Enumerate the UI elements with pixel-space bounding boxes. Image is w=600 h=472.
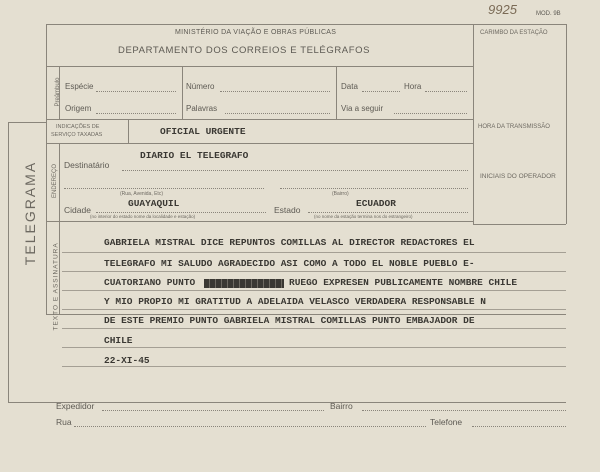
estado-hint: (no nome da estação termina nos do estrangeiro) <box>314 214 413 219</box>
cidade-value: GUAYAQUIL <box>128 198 180 209</box>
message-line-3a: CUATORIANO PUNTO <box>104 277 196 288</box>
message-line-2: TELEGRAFO MI SALUDO AGRADECIDO ASI COMO A TODO EL NOBLE PUEBLO E- <box>104 258 475 269</box>
transmission-time-label: HORA DA TRANSMISSÃO <box>478 124 550 130</box>
cidade-hint: (no interior do estado nome da localidade e estação) <box>90 214 196 219</box>
handwritten-number: 9925 <box>488 2 517 17</box>
via-label: Via a seguir <box>341 104 384 113</box>
especie-label: Espécie <box>65 82 94 91</box>
palavras-label: Palavras <box>186 104 218 113</box>
taxed-value: OFICIAL URGENTE <box>160 126 246 137</box>
ministry-title: MINISTÉRIO DA VIAÇÃO E OBRAS PÚBLICAS <box>175 29 337 36</box>
text-signature-label: TEXTO E ASSINATURA <box>52 242 60 331</box>
station-stamp-label: CARIMBO DA ESTAÇÃO <box>480 30 548 36</box>
rua-label: Rua <box>56 417 72 427</box>
bairro-label: Bairro <box>330 401 353 411</box>
expedidor-label: Expedidor <box>56 401 95 411</box>
address-label: ENDEREÇO <box>52 164 58 199</box>
telefone-label: Telefone <box>430 417 463 427</box>
form-model: MOD. 9B <box>536 11 561 17</box>
message-line-6: CHILE <box>104 335 133 346</box>
telegrama-title: TELEGRAMA <box>22 160 38 266</box>
message-line-4: Y MIO PROPIO MI GRATITUD A ADELAIDA VELASCO VERDADERA RESPONSABLE N <box>104 296 486 307</box>
destinatario-label: Destinatário <box>64 160 110 170</box>
message-line-1: GABRIELA MISTRAL DICE REPUNTOS COMILLAS AL DIRECTOR REDACTORES EL <box>104 237 475 248</box>
bairro-hint: (Bairro) <box>332 191 349 197</box>
message-date: 22-XI-45 <box>104 355 150 366</box>
estado-label: Estado <box>274 205 301 215</box>
estado-value: ECUADOR <box>356 198 396 209</box>
message-line-5: DE ESTE PREMIO PUNTO GABRIELA MISTRAL COMILLAS PUNTO EMBAJADOR DE <box>104 315 475 326</box>
data-label: Data <box>341 82 358 91</box>
origem-label: Origem <box>65 104 92 113</box>
taxed-label-1: INDICAÇÕES DE <box>56 124 100 130</box>
street-hint: (Rua, Avenida, Etc) <box>120 191 163 197</box>
destinatario-value: DIARIO EL TELEGRAFO <box>140 150 249 161</box>
department-title: DEPARTAMENTO DOS CORREIOS E TELÉGRAFOS <box>118 45 371 56</box>
numero-label: Número <box>186 82 215 91</box>
cidade-label: Cidade <box>64 205 91 215</box>
preamble-label: Preâmbulo <box>55 77 61 107</box>
struck-out-word <box>204 279 284 288</box>
message-line-3b: RUEGO EXPRESEN PUBLICAMENTE NOMBRE CHILE <box>289 277 518 288</box>
operator-initials-label: INICIAIS DO OPERADOR <box>480 173 556 180</box>
taxed-label-2: SERVIÇO TAXADAS <box>51 132 103 138</box>
hora-label: Hora <box>404 82 422 91</box>
